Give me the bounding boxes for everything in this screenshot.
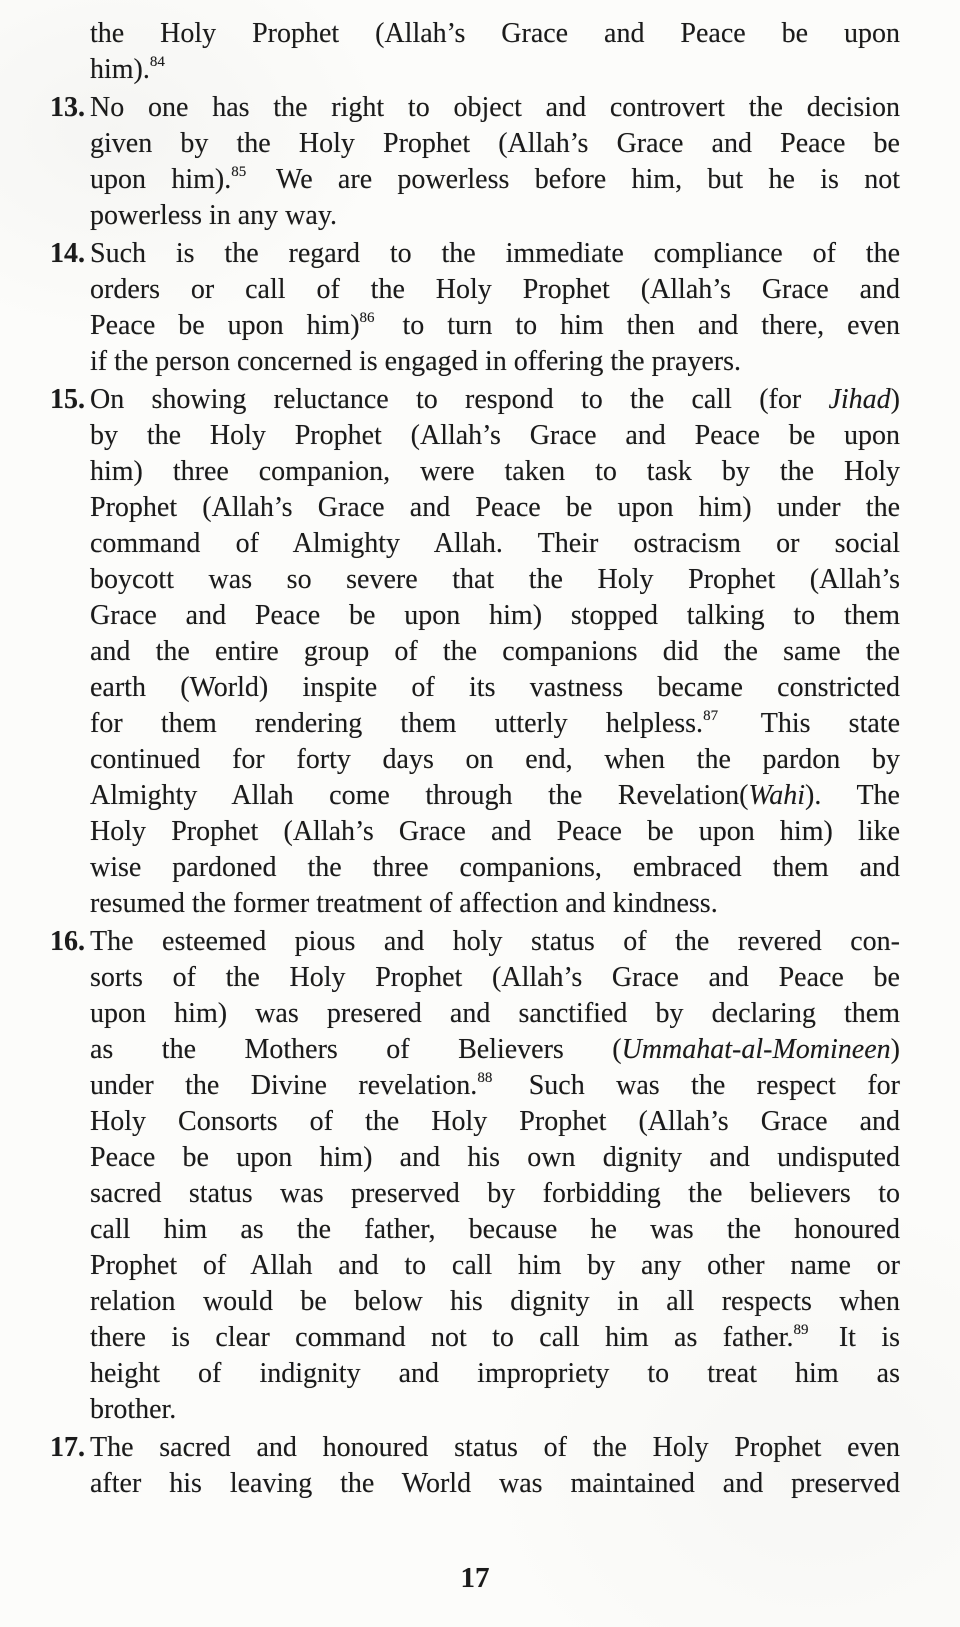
text-run: ). The bbox=[805, 780, 900, 811]
text-run: to turn to him then and there, even bbox=[379, 310, 901, 341]
numbered-item bbox=[50, 382, 900, 922]
text-run: No one has the right to object and controvert the decision bbox=[90, 92, 900, 123]
text-run: Holy Prophet (Allah’s Grace and Peace be upon him) like bbox=[90, 816, 900, 847]
text-line bbox=[90, 272, 900, 308]
footnote-ref: 89 bbox=[793, 1322, 809, 1338]
text-line bbox=[90, 1104, 900, 1140]
text-line bbox=[90, 1176, 900, 1212]
text-run: if the person concerned is engaged in offering the prayers. bbox=[90, 346, 742, 377]
text-run: as the Mothers of Believers ( bbox=[90, 1034, 622, 1065]
text-run: ) bbox=[890, 1034, 900, 1065]
text-run: Such was the respect for bbox=[497, 1070, 900, 1101]
footnote-ref: 84 bbox=[149, 54, 165, 70]
text-line bbox=[90, 162, 900, 198]
text-run: for them rendering them utterly helpless. bbox=[90, 708, 704, 739]
text-line bbox=[90, 382, 900, 418]
text-run: by the Holy Prophet (Allah’s Grace and Peace be upon bbox=[90, 420, 900, 451]
text-line bbox=[90, 1140, 900, 1176]
text-run: It is bbox=[813, 1322, 901, 1353]
footnote-ref: 85 bbox=[231, 164, 247, 180]
text-run: On showing reluctance to respond to the call (for bbox=[90, 384, 829, 415]
text-run: relation would be below his dignity in all respects when bbox=[90, 1286, 900, 1317]
text-line bbox=[90, 90, 900, 126]
text-line bbox=[90, 742, 900, 778]
numbered-item bbox=[50, 1430, 900, 1502]
text-run: Peace be upon him) bbox=[90, 310, 360, 341]
text-line bbox=[90, 1430, 900, 1466]
item-number: 16. bbox=[50, 926, 85, 957]
text-line bbox=[90, 418, 900, 454]
text-run: The esteemed pious and holy status of the revered con- bbox=[90, 926, 900, 957]
italic-term: Wahi bbox=[748, 780, 806, 811]
footnote-ref: 86 bbox=[359, 310, 375, 326]
text-line bbox=[90, 1032, 900, 1068]
text-run: The sacred and honoured status of the Holy Prophet even bbox=[90, 1432, 900, 1463]
text-run: command of Almighty Allah. Their ostracism or social bbox=[90, 528, 900, 559]
numbered-item bbox=[50, 90, 900, 234]
text-run: upon him) was presered and sanctified by declaring them bbox=[90, 998, 900, 1029]
text-line bbox=[90, 16, 900, 52]
text-line bbox=[90, 1284, 900, 1320]
text-run: upon him). bbox=[90, 164, 232, 195]
text-line bbox=[90, 1392, 900, 1428]
continuation-paragraph bbox=[50, 16, 900, 88]
text-run: We are powerless before him, but he is not bbox=[251, 164, 900, 195]
footnote-ref: 87 bbox=[703, 708, 719, 724]
text-line bbox=[90, 236, 900, 272]
numbered-item bbox=[50, 236, 900, 380]
page-number: 17 bbox=[460, 1562, 490, 1594]
text-run: Prophet of Allah and to call him by any other name or bbox=[90, 1250, 900, 1281]
item-number: 14. bbox=[50, 238, 85, 269]
text-line bbox=[90, 1466, 900, 1502]
text-block bbox=[50, 16, 900, 1502]
text-run: there is clear command not to call him as father. bbox=[90, 1322, 794, 1353]
text-run: powerless in any way. bbox=[90, 200, 338, 231]
text-run: Prophet (Allah’s Grace and Peace be upon him) under the bbox=[90, 492, 900, 523]
numbered-item bbox=[50, 924, 900, 1428]
text-run: This state bbox=[723, 708, 900, 739]
item-number: 17. bbox=[50, 1432, 85, 1463]
italic-term: Ummahat-al-Momineen bbox=[621, 1034, 891, 1065]
text-run: resumed the former treatment of affection and kindness. bbox=[90, 888, 718, 919]
item-number: 13. bbox=[50, 92, 85, 123]
text-line bbox=[90, 778, 900, 814]
text-run: orders or call of the Holy Prophet (Allah’s Grace and bbox=[90, 274, 900, 305]
text-line bbox=[90, 814, 900, 850]
text-run: him) three companion, were taken to task by the Holy bbox=[90, 456, 900, 487]
text-run: earth (World) inspite of its vastness became constricted bbox=[90, 672, 900, 703]
text-run: sacred status was preserved by forbidding the believers to bbox=[90, 1178, 900, 1209]
text-line bbox=[90, 126, 900, 162]
text-line bbox=[90, 706, 900, 742]
text-run: and the entire group of the companions did the same the bbox=[90, 636, 900, 667]
text-run: him). bbox=[90, 54, 150, 85]
text-line bbox=[90, 886, 900, 922]
text-line bbox=[90, 198, 900, 234]
text-line bbox=[90, 562, 900, 598]
text-run: Holy Consorts of the Holy Prophet (Allah’s Grace and bbox=[90, 1106, 900, 1137]
text-run: under the Divine revelation. bbox=[90, 1070, 478, 1101]
text-run: given by the Holy Prophet (Allah’s Grace and Peace be bbox=[90, 128, 900, 159]
text-line bbox=[90, 1320, 900, 1356]
text-run: wise pardoned the three companions, embraced them and bbox=[90, 852, 900, 883]
text-line bbox=[90, 1356, 900, 1392]
text-run: Peace be upon him) and his own dignity and undisputed bbox=[90, 1142, 900, 1173]
item-number: 15. bbox=[50, 384, 85, 415]
italic-term: Jihad bbox=[828, 384, 891, 415]
text-line bbox=[90, 670, 900, 706]
text-run: Almighty Allah come through the Revelation( bbox=[90, 780, 749, 811]
text-line bbox=[90, 960, 900, 996]
text-line bbox=[90, 1248, 900, 1284]
footnote-ref: 88 bbox=[477, 1070, 493, 1086]
text-line bbox=[90, 1068, 900, 1104]
text-run: after his leaving the World was maintained and preserved bbox=[90, 1468, 900, 1499]
text-line bbox=[90, 454, 900, 490]
text-line bbox=[90, 924, 900, 960]
text-run: call him as the father, because he was the honoured bbox=[90, 1214, 900, 1245]
text-run: brother. bbox=[90, 1394, 177, 1425]
text-line bbox=[90, 344, 900, 380]
text-line bbox=[90, 308, 900, 344]
text-line bbox=[90, 996, 900, 1032]
text-line bbox=[90, 526, 900, 562]
text-line bbox=[90, 490, 900, 526]
text-run: Such is the regard to the immediate compliance of the bbox=[90, 238, 900, 269]
text-line bbox=[90, 598, 900, 634]
text-run: boycott was so severe that the Holy Prophet (Allah’s bbox=[90, 564, 900, 595]
text-run: ) bbox=[890, 384, 900, 415]
text-run: Grace and Peace be upon him) stopped talking to them bbox=[90, 600, 900, 631]
text-run: continued for forty days on end, when the pardon by bbox=[90, 744, 900, 775]
text-line bbox=[90, 634, 900, 670]
text-line bbox=[90, 850, 900, 886]
text-run: height of indignity and impropriety to treat him as bbox=[90, 1358, 900, 1389]
text-line bbox=[90, 52, 900, 88]
text-line bbox=[90, 1212, 900, 1248]
text-run: sorts of the Holy Prophet (Allah’s Grace and Peace be bbox=[90, 962, 900, 993]
text-run: the Holy Prophet (Allah’s Grace and Peace be upon bbox=[90, 18, 900, 49]
